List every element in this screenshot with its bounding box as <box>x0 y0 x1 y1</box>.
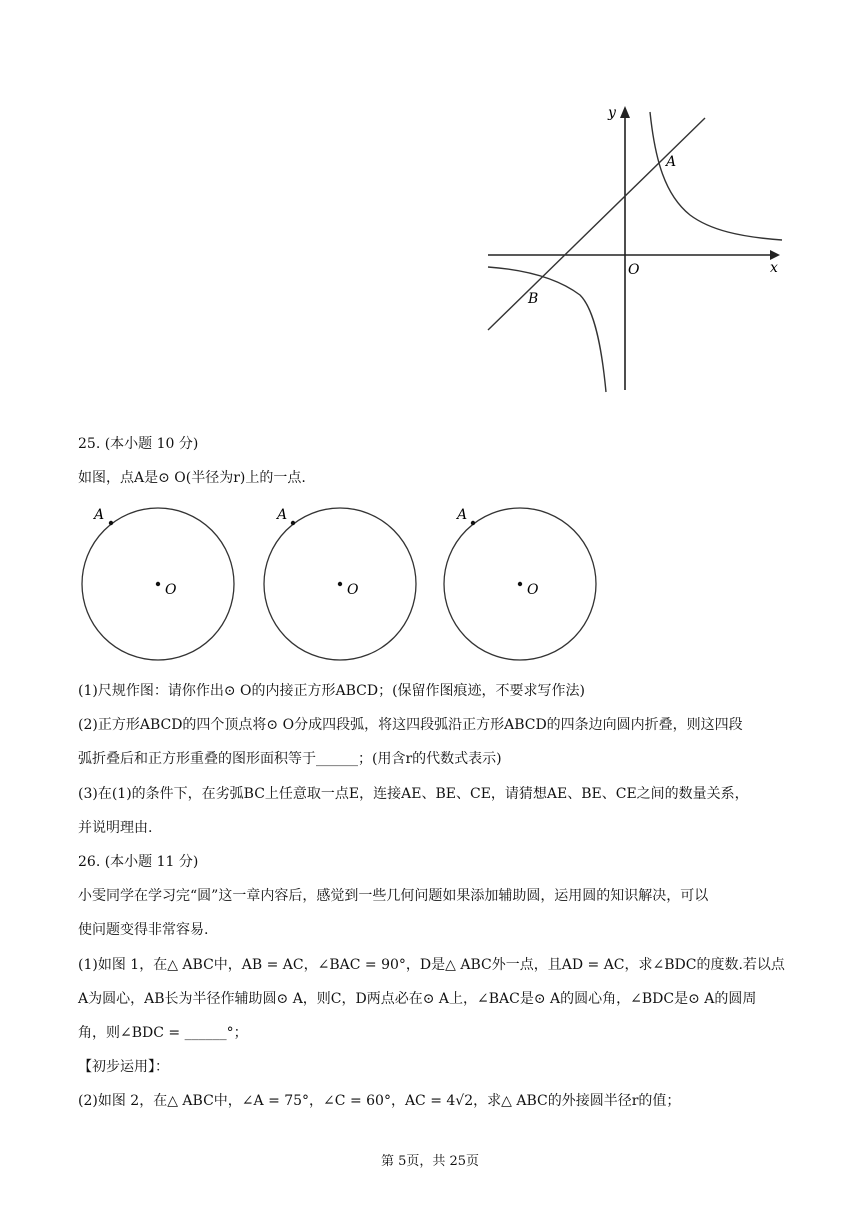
q26-intro-line1: 小雯同学在学习完“圆”这一章内容后，感觉到一些几何问题如果添加辅助圆，运用圆的知识解决，可以 <box>78 888 709 904</box>
q26-part1-line2: A为圆心，AB长为半径作辅助圆⊙ A，则C，D两点必在⊙ A上，∠BAC是⊙ A的圆心角，∠BDC是⊙ A的圆周 <box>78 991 757 1007</box>
q26-intro-line2: 使问题变得非常容易. <box>78 922 209 938</box>
q26-part2: (2)如图 2，在△ ABC中，∠A = 75°，∠C = 60°，AC = 4√2，求△ ABC的外接圆半径r的值； <box>78 1093 681 1109</box>
point-a-label: A <box>666 154 677 170</box>
q25-part3-line1: (3)在(1)的条件下，在劣弧BC上任意取一点E，连接AE、BE、CE，请猜想AE、BE、CE之间的数量关系， <box>78 786 749 802</box>
point-a-dot <box>109 521 113 525</box>
q25-part3-line2: 并说明理由. <box>78 820 153 836</box>
function-graph <box>480 100 790 395</box>
center-dot <box>338 582 342 586</box>
point-a-label: A <box>277 507 288 523</box>
q26-section-heading: 【初步运用】： <box>78 1059 169 1075</box>
q25-part2-line1: (2)正方形ABCD的四个顶点将⊙ O分成四段弧，将这四段弧沿正方形ABCD的四条边向圆内折叠，则这四段 <box>78 717 743 733</box>
x-axis-label: x <box>770 260 778 276</box>
center-label: O <box>527 582 539 598</box>
q26-part1-line3: 角，则∠BDC = ______°； <box>78 1025 248 1041</box>
q25-circle-figures <box>70 500 620 670</box>
point-b-label: B <box>528 291 539 307</box>
origin-label: O <box>628 262 640 278</box>
q25-part1: (1)尺规作图：请你作出⊙ O的内接正方形ABCD；(保留作图痕迹，不要求写作法) <box>78 683 586 699</box>
x-axis-arrow <box>770 250 780 260</box>
hyperbola-branch-upper <box>650 112 782 240</box>
hyperbola-branch-lower <box>488 267 606 392</box>
circle-figure-3 <box>444 507 596 660</box>
center-dot <box>518 582 522 586</box>
q26-header: 26. (本小题 11 分) <box>78 854 199 870</box>
y-axis-arrow <box>620 106 630 118</box>
q25-part2-line2: 弧折叠后和正方形重叠的图形面积等于______；(用含r的代数式表示) <box>78 751 502 767</box>
circle-figure-1 <box>82 507 234 660</box>
center-dot <box>156 582 160 586</box>
point-a-label: A <box>94 507 105 523</box>
page-footer: 第 5页，共 25页 <box>380 1154 480 1169</box>
center-label: O <box>165 582 177 598</box>
point-a-label: A <box>457 507 468 523</box>
point-a-dot <box>471 521 475 525</box>
linear-function-line <box>488 118 705 330</box>
y-axis-label: y <box>608 105 616 121</box>
point-a-dot <box>291 521 295 525</box>
circle-figure-2 <box>264 507 416 660</box>
q26-part1-line1: (1)如图 1，在△ ABC中，AB = AC，∠BAC = 90°，D是△ ABC外一点，且AD = AC，求∠BDC的度数.若以点 <box>78 957 785 973</box>
q25-intro: 如图，点A是⊙ O(半径为r)上的一点. <box>78 470 306 486</box>
center-label: O <box>347 582 359 598</box>
q25-header: 25. (本小题 10 分) <box>78 436 199 452</box>
